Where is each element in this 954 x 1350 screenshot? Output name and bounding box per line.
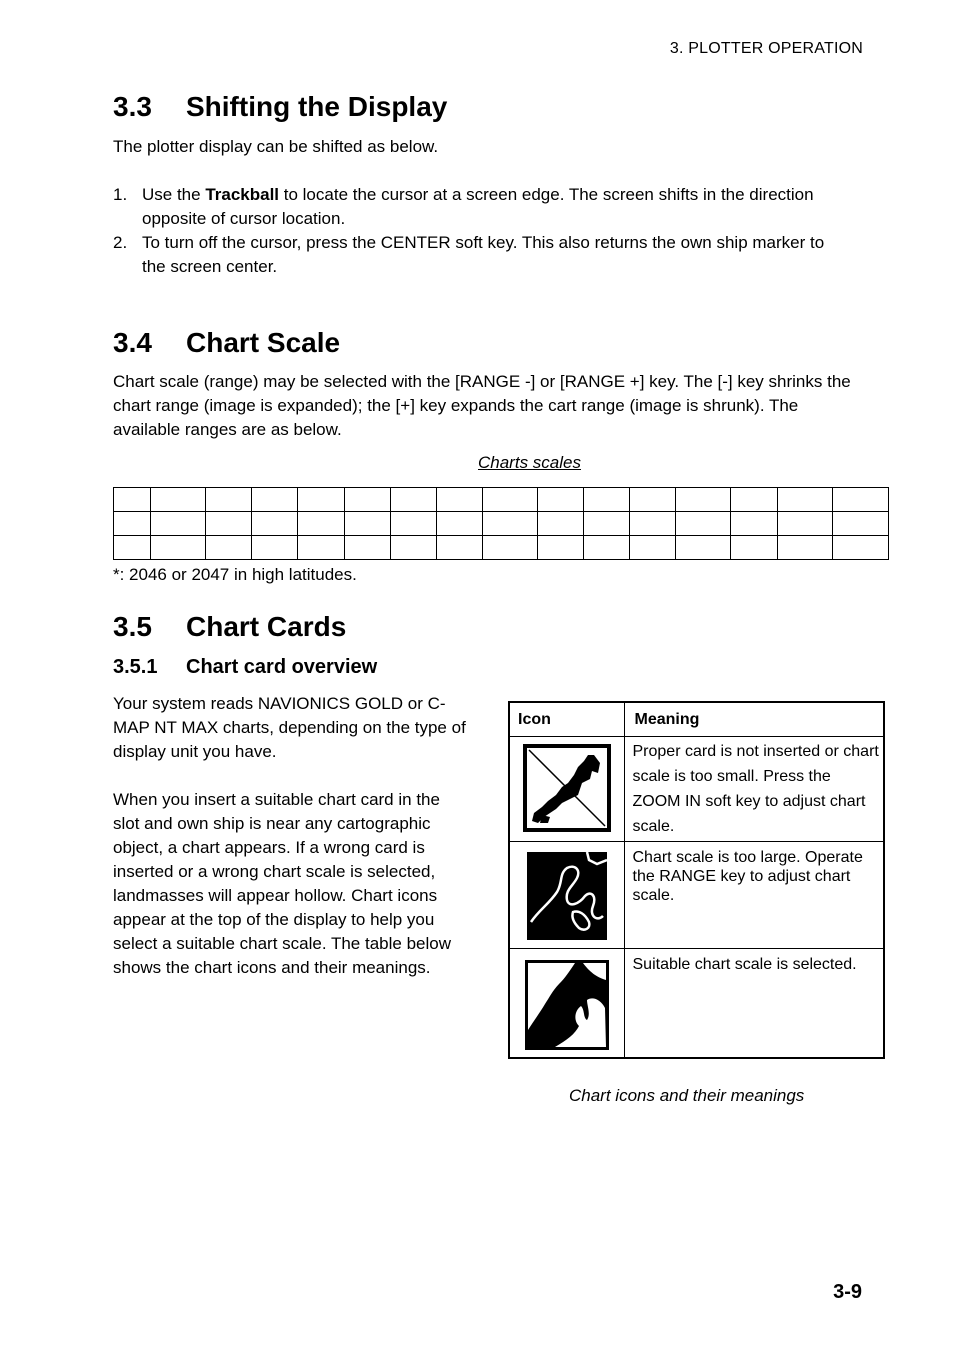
chart-scales-caption: Charts scales [478, 453, 581, 472]
section-title: Chart Cards [186, 611, 347, 642]
section-title: Chart Scale [186, 327, 341, 358]
list-item [113, 183, 833, 231]
chart-scale-too-small-icon [522, 743, 612, 833]
subsection-number: 3.5.1 [113, 656, 158, 678]
chart-scale-too-large-icon [527, 852, 607, 940]
section-number: 3.5 [113, 611, 152, 642]
table-row [114, 488, 889, 512]
chart-scale-suitable-icon [525, 960, 609, 1050]
icon-cell [509, 949, 624, 1059]
section-3-3-steps [113, 183, 833, 279]
high-latitude-footnote: *: 2046 or 2047 in high latitudes. [113, 565, 357, 584]
section-number: 3.4 [113, 327, 152, 358]
meaning-column-header: Meaning [624, 702, 884, 737]
step-number: 1. [113, 185, 128, 204]
step-text: To turn off the cursor, press the CENTER soft key. This also returns the own ship marker to the screen center. [142, 233, 825, 276]
step-number: 2. [113, 233, 128, 252]
table-row [509, 842, 884, 949]
subsection-title: Chart card overview [186, 656, 378, 678]
table-row [114, 536, 889, 560]
table-row [509, 949, 884, 1059]
icon-cell [509, 737, 624, 842]
table-row [114, 512, 889, 536]
page-number: 3-9 [833, 1281, 862, 1303]
icon-cell [509, 842, 624, 949]
section-3-4-body: Chart scale (range) may be selected with the [RANGE -] or [RANGE +] key. The [-] key shrinks the chart range (image is expanded); the [+] key expands the cart range (image is shrunk). The available ranges are as below. [113, 372, 851, 439]
chart-scales-table [113, 487, 889, 560]
section-3-3-heading [113, 91, 447, 123]
icon-column-header: Icon [509, 702, 624, 737]
section-3-5-heading [113, 611, 346, 643]
chart-card-paragraph-2: When you insert a suitable chart card in the slot and own ship is near any cartographic object, a chart appears. If a wrong card is inserted or a wrong chart scale is selected, landmasses will appear hollow. Chart icons appear at the top of the display to help you select a suitable chart scale. The table below shows the chart icons and their meanings. [113, 790, 451, 977]
step-text-before: Use the [142, 185, 206, 204]
trackball-term: Trackball [205, 185, 280, 204]
running-header: 3. PLOTTER OPERATION [669, 40, 863, 57]
meaning-cell: Suitable chart scale is selected. [624, 949, 884, 1059]
meaning-cell: Proper card is not inserted or chart scale is too small. Press the ZOOM IN soft key to adjust chart scale. [624, 737, 884, 842]
table-row [509, 737, 884, 842]
meaning-cell: Chart scale is too large. Operate the RANGE key to adjust chart scale. [624, 842, 884, 949]
subsection-3-5-1-heading [113, 656, 377, 679]
section-3-4-heading [113, 327, 340, 359]
table-header-row [509, 702, 884, 737]
section-number: 3.3 [113, 91, 152, 122]
list-item [113, 231, 833, 279]
chart-icons-table [508, 701, 885, 1059]
section-title: Shifting the Display [186, 91, 448, 122]
step-text-after: to locate the cursor at a screen edge. The screen shifts in the direction opposite of cursor location. [142, 185, 814, 228]
section-3-3-intro: The plotter display can be shifted as below. [113, 137, 439, 156]
chart-icons-caption: Chart icons and their meanings [569, 1086, 805, 1105]
chart-card-paragraph-1: Your system reads NAVIONICS GOLD or C-MAP NT MAX charts, depending on the type of display unit you have. [113, 694, 466, 761]
